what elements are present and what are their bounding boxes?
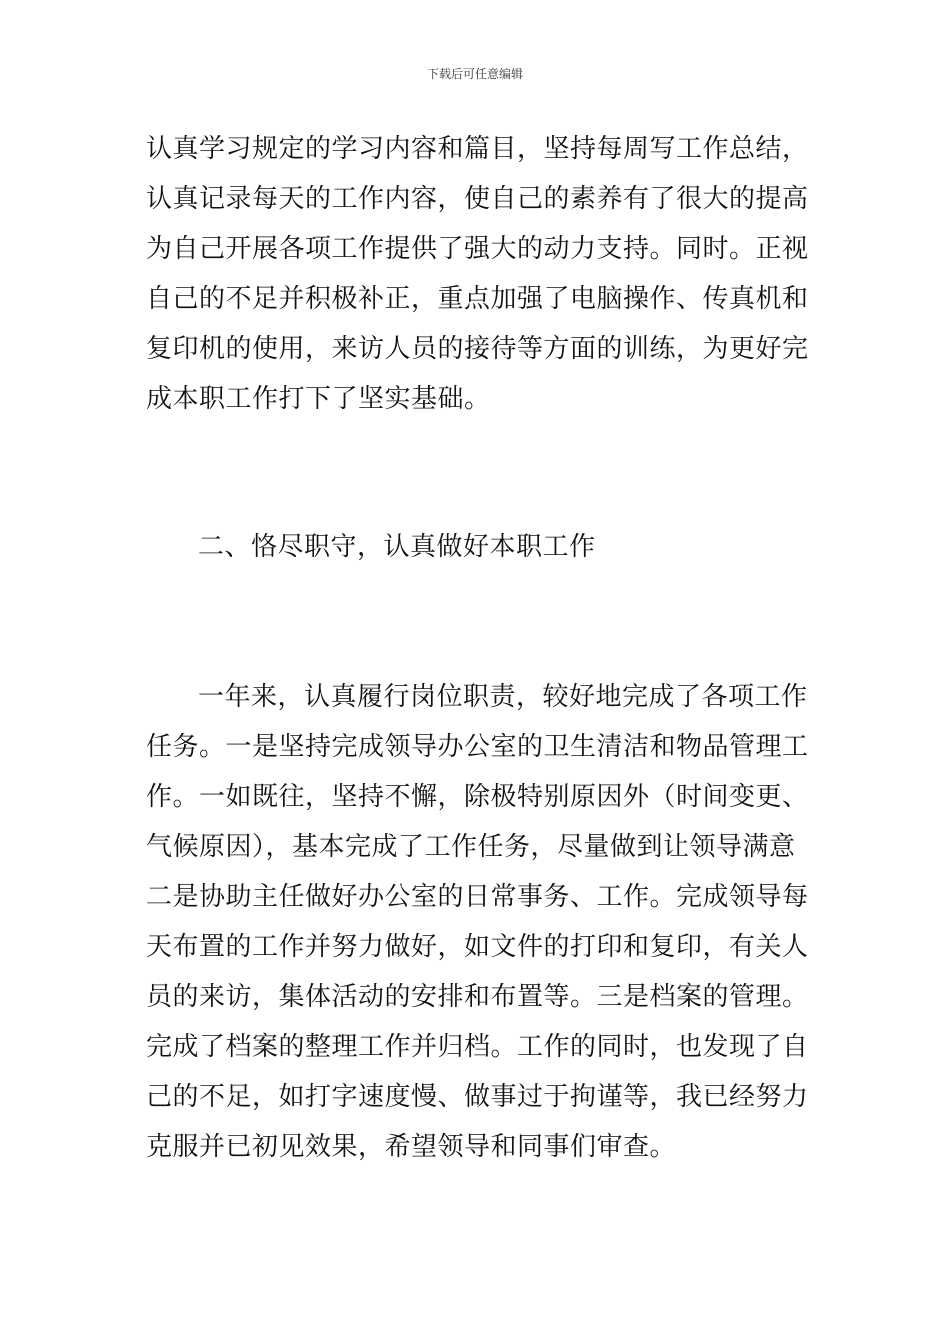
text-line: 自己的不足并积极补正，重点加强了电脑操作、传真机和 xyxy=(146,284,809,314)
text-line: 天布置的工作并努力做好，如文件的打印和复印，有关人 xyxy=(146,932,809,962)
text-line: 任务。一是坚持完成领导办公室的卫生清洁和物品管理工 xyxy=(146,732,809,762)
text-line: 认真学习规定的学习内容和篇目，坚持每周写工作总结， xyxy=(146,134,809,164)
text-line: 二是协助主任做好办公室的日常事务、工作。完成领导每 xyxy=(146,882,809,912)
text-line: 一年来，认真履行岗位职责，较好地完成了各项工作 xyxy=(198,682,808,712)
text-line: 复印机的使用，来访人员的接待等方面的训练，为更好完 xyxy=(146,334,809,364)
text-line: 成本职工作打下了坚实基础。 xyxy=(146,384,491,414)
text-line: 克服并已初见效果，希望领导和同事们审查。 xyxy=(146,1132,677,1162)
text-line: 为自己开展各项工作提供了强大的动力支持。同时。正视 xyxy=(146,234,809,264)
text-line: 作。一如既往，坚持不懈，除极特别原因外（时间变更、 xyxy=(146,782,809,812)
page-header-note: 下载后可任意编辑 xyxy=(426,67,523,81)
text-line: 完成了档案的整理工作并归档。工作的同时，也发现了自 xyxy=(146,1032,809,1062)
text-line: 员的来访，集体活动的安排和布置等。三是档案的管理。 xyxy=(146,982,809,1012)
text-line: 己的不足，如打字速度慢、做事过于拘谨等，我已经努力 xyxy=(146,1082,809,1112)
text-line: 认真记录每天的工作内容，使自己的素养有了很大的提高 xyxy=(146,184,809,214)
section-heading: 二、恪尽职守，认真做好本职工作 xyxy=(198,532,596,562)
text-line: 气候原因），基本完成了工作任务，尽量做到让领导满意 xyxy=(146,832,796,862)
